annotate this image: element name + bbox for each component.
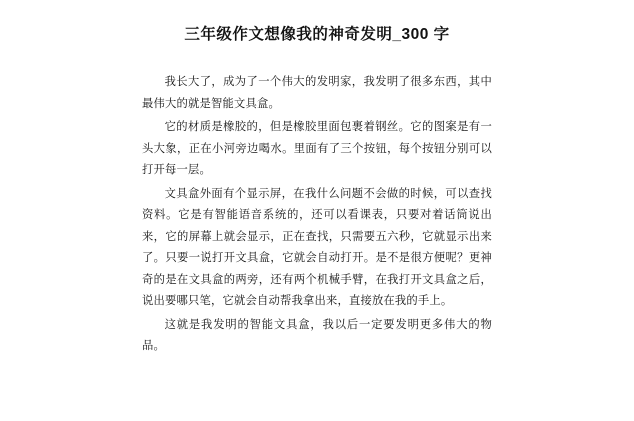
paragraph: 这就是我发明的智能文具盒，我以后一定要发明更多伟大的物品。 — [142, 318, 492, 352]
paragraph: 文具盒外面有个显示屏，在我什么问题不会做的时候，可以查找资料。它是有智能语音系统的，还可以看课表，只要对着话筒说出来，它的屏幕上就会显示，正在查找，只需要五六秒，它就显示出来了。只要一说打开文具盒，它就会自动打开。是不是很方便呢？更神奇的是在文具盒的两旁，还有两个机械手臂，在我打开文具盒之后，说出要哪只笔，它就会自动帮我拿出来，直接放在我的手上。 — [142, 187, 492, 307]
document-body — [142, 50, 492, 358]
page-title: 三年级作文想像我的神奇发明_300 字 — [184, 26, 450, 43]
paragraph: 我长大了，成为了一个伟大的发明家，我发明了很多东西，其中最伟大的就是智能文具盒。 — [142, 76, 492, 110]
paragraph: 它的材质是橡胶的，但是橡胶里面包裹着钢丝。它的图案是有一头大象，正在小河旁边喝水。里面有了三个按钮，每个按钮分别可以打开每一层。 — [142, 121, 492, 176]
